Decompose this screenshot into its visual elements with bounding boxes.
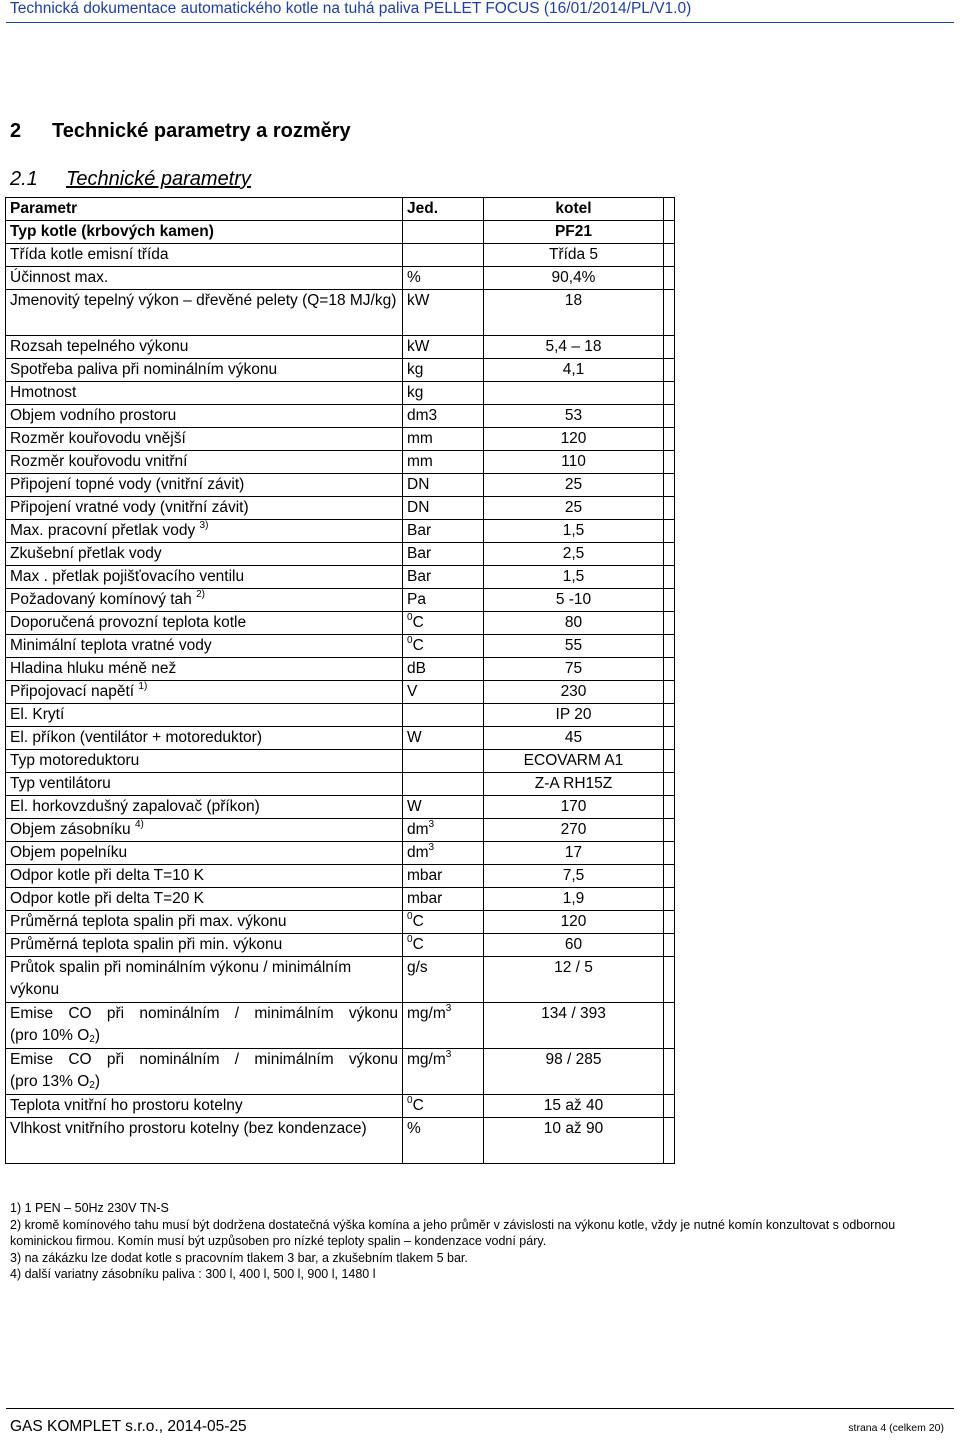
param-text: Spotřeba paliva při nominálním výkonu (10, 361, 278, 378)
table-row (6, 474, 675, 497)
table-row (6, 1095, 675, 1118)
unit-cell (403, 681, 484, 704)
param-text: El. příkon (ventilátor + motoreduktor) (10, 729, 262, 746)
table-row (6, 520, 675, 543)
header-empty (664, 198, 675, 221)
param-cell (6, 750, 403, 773)
unit-text: mbar (407, 867, 443, 884)
value-cell: 25 (484, 497, 664, 520)
unit-cell (403, 336, 484, 359)
table-row (6, 681, 675, 704)
section-number: 2 (10, 120, 22, 142)
param-text: Emise CO při nominálním / minimálním výkonu (10, 1051, 398, 1068)
table-row (6, 635, 675, 658)
unit-text: C (412, 1097, 424, 1114)
table-row (6, 1003, 675, 1049)
value-cell: 5 -10 (484, 589, 664, 612)
empty-cell (664, 428, 675, 451)
empty-cell (664, 957, 675, 1003)
param-cell (6, 566, 403, 589)
unit-cell (403, 635, 484, 658)
unit-text: Bar (407, 545, 432, 562)
table-row (6, 451, 675, 474)
param-cell (6, 428, 403, 451)
value-cell: 1,9 (484, 888, 664, 911)
empty-cell (664, 612, 675, 635)
param-text: Objem zásobníku (10, 821, 131, 838)
table-row (6, 428, 675, 451)
table-row (6, 566, 675, 589)
table-row (6, 842, 675, 865)
param-cell (6, 658, 403, 681)
unit-text: C (412, 913, 424, 930)
value-cell: 55 (484, 635, 664, 658)
value-cell: 270 (484, 819, 664, 842)
param-cell (6, 543, 403, 566)
subscript: 2 (89, 1034, 95, 1045)
empty-cell (664, 290, 675, 336)
unit-cell (403, 359, 484, 382)
value-cell: 53 (484, 405, 664, 428)
param-cell (6, 497, 403, 520)
empty-cell (664, 635, 675, 658)
param-cell (6, 819, 403, 842)
unit-text: g/s (407, 959, 428, 976)
subsection-heading (10, 168, 251, 191)
param-text: Max. pracovní přetlak vody (10, 522, 196, 539)
unit-cell (403, 267, 484, 290)
table-row (6, 727, 675, 750)
empty-cell (664, 819, 675, 842)
empty-cell (664, 589, 675, 612)
value-cell: 15 až 40 (484, 1095, 664, 1118)
empty-cell (664, 773, 675, 796)
empty-cell (664, 359, 675, 382)
unit-text: Pa (407, 591, 426, 608)
table-row (6, 888, 675, 911)
unit-cell (403, 451, 484, 474)
header-unit: Jed. (403, 198, 484, 221)
param-text: Rozměr kouřovodu vnější (10, 430, 186, 447)
table-row (6, 934, 675, 957)
unit-cell (403, 1003, 484, 1049)
param-cell (6, 405, 403, 428)
unit-text: V (407, 683, 418, 700)
param-cell (6, 888, 403, 911)
unit-text: W (407, 798, 422, 815)
unit-text: dm (407, 821, 429, 838)
section-title: Technické parametry a rozměry (52, 120, 351, 142)
unit-text: dm (407, 844, 429, 861)
subscript: 2 (89, 1080, 95, 1091)
value-cell: 110 (484, 451, 664, 474)
empty-cell (664, 1049, 675, 1095)
table-row (6, 865, 675, 888)
param-text: Odpor kotle při delta T=20 K (10, 890, 205, 907)
table-row (6, 1049, 675, 1095)
empty-cell (664, 888, 675, 911)
empty-cell (664, 1003, 675, 1049)
unit-text: C (412, 936, 424, 953)
param-text: Typ ventilátoru (10, 775, 111, 792)
unit-text: C (412, 614, 424, 631)
value-cell: IP 20 (484, 704, 664, 727)
empty-cell (664, 842, 675, 865)
value-cell: ECOVARM A1 (484, 750, 664, 773)
empty-cell (664, 566, 675, 589)
value-cell: Z-A RH15Z (484, 773, 664, 796)
value-cell: 170 (484, 796, 664, 819)
unit-text: dB (407, 660, 426, 677)
param-text-end: ) (94, 1073, 100, 1090)
unit-cell (403, 428, 484, 451)
unit-text: W (407, 729, 422, 746)
header-param: Parametr (6, 198, 403, 221)
table-row (6, 704, 675, 727)
param-text: Průměrná teplota spalin při min. výkonu (10, 936, 283, 953)
empty-cell (664, 497, 675, 520)
table-row (6, 336, 675, 359)
param-cell (6, 1049, 403, 1095)
unit-cell (403, 1095, 484, 1118)
value-cell: PF21 (484, 221, 664, 244)
param-text: Připojovací napětí (10, 683, 135, 700)
table-row (6, 543, 675, 566)
param-cell (6, 290, 403, 336)
table-row (6, 405, 675, 428)
unit-cell (403, 750, 484, 773)
param-cell (6, 612, 403, 635)
param-text: Minimální teplota vratné vody (10, 637, 212, 654)
unit-text: mg/m (407, 1005, 446, 1022)
footnote-ref: 2) (196, 589, 206, 600)
empty-cell (664, 796, 675, 819)
param-text: Typ motoreduktoru (10, 752, 140, 769)
unit-cell (403, 1118, 484, 1164)
empty-cell (664, 543, 675, 566)
empty-cell (664, 934, 675, 957)
param-text: Účinnost max. (10, 269, 109, 286)
param-cell (6, 727, 403, 750)
unit-text: DN (407, 476, 430, 493)
unit-cell (403, 911, 484, 934)
unit-superscript: 0 (407, 612, 413, 623)
param-text: Typ kotle (krbových kamen) (10, 223, 214, 240)
unit-text: mm (407, 453, 433, 470)
empty-cell (664, 658, 675, 681)
table-row (6, 290, 675, 336)
param-cell (6, 1095, 403, 1118)
unit-cell (403, 1049, 484, 1095)
table-row (6, 773, 675, 796)
param-text: Připojení topné vody (vnitřní závit) (10, 476, 245, 493)
value-cell: 1,5 (484, 520, 664, 543)
param-text: Jmenovitý tepelný výkon – dřevěné pelety (Q=18 MJ/kg) (10, 292, 397, 309)
param-cell (6, 336, 403, 359)
param-cell (6, 957, 403, 1003)
subsection-title: Technické parametry (66, 168, 251, 190)
table-row (6, 359, 675, 382)
unit-cell (403, 520, 484, 543)
unit-text: mbar (407, 890, 443, 907)
unit-cell (403, 290, 484, 336)
param-cell (6, 865, 403, 888)
param-text: Rozměr kouřovodu vnitřní (10, 453, 188, 470)
param-text-line2: (pro 10% O (10, 1027, 90, 1044)
param-text: Odpor kotle při delta T=10 K (10, 867, 205, 884)
param-cell (6, 773, 403, 796)
empty-cell (664, 520, 675, 543)
table-row (6, 221, 675, 244)
value-cell: 25 (484, 474, 664, 497)
unit-cell (403, 865, 484, 888)
value-cell: 98 / 285 (484, 1049, 664, 1095)
table-row (6, 612, 675, 635)
empty-cell (664, 911, 675, 934)
value-cell: Třída 5 (484, 244, 664, 267)
param-cell (6, 359, 403, 382)
unit-text: kW (407, 292, 430, 309)
value-cell: 2,5 (484, 543, 664, 566)
unit-text: Bar (407, 522, 432, 539)
table-row (6, 819, 675, 842)
unit-cell (403, 819, 484, 842)
table-row (6, 1118, 675, 1164)
param-text: Max . přetlak pojišťovacího ventilu (10, 568, 245, 585)
param-text: Požadovaný komínový tah (10, 591, 192, 608)
footnote-ref: 1) (138, 681, 148, 692)
unit-cell (403, 612, 484, 635)
param-text: Připojení vratné vody (vnitřní závit) (10, 499, 249, 516)
param-text: Průměrná teplota spalin při max. výkonu (10, 913, 287, 930)
param-cell (6, 704, 403, 727)
unit-cell (403, 474, 484, 497)
footnote-1: 1) 1 PEN – 50Hz 230V TN-S (10, 1201, 169, 1215)
unit-text: % (407, 269, 421, 286)
unit-cell (403, 497, 484, 520)
empty-cell (664, 681, 675, 704)
unit-cell (403, 382, 484, 405)
table-row (6, 750, 675, 773)
param-cell (6, 1003, 403, 1049)
param-text: Průtok spalin při nominálním výkonu / minimálním výkonu (10, 959, 352, 998)
footnote-3: 3) na zákázku lze dodat kotle s pracovním tlakem 3 bar, a zkušebním tlakem 5 bar. (10, 1250, 468, 1265)
table-row (6, 911, 675, 934)
footnote-ref: 3) (199, 520, 209, 531)
unit-text: Bar (407, 568, 432, 585)
param-text: Teplota vnitřní ho prostoru kotelny (10, 1097, 243, 1114)
technical-parameters-table (5, 197, 675, 1164)
unit-cell (403, 221, 484, 244)
subsection-number: 2.1 (10, 168, 38, 190)
param-text: Vlhkost vnitřního prostoru kotelny (bez kondenzace) (10, 1120, 367, 1137)
empty-cell (664, 1095, 675, 1118)
value-cell: 12 / 5 (484, 957, 664, 1003)
value-cell (484, 382, 664, 405)
empty-cell (664, 267, 675, 290)
unit-cell (403, 888, 484, 911)
value-cell: 5,4 – 18 (484, 336, 664, 359)
value-cell: 120 (484, 911, 664, 934)
unit-superscript: 0 (407, 1095, 413, 1106)
value-cell: 80 (484, 612, 664, 635)
param-cell (6, 934, 403, 957)
empty-cell (664, 244, 675, 267)
table-row (6, 382, 675, 405)
param-cell (6, 451, 403, 474)
value-cell: 134 / 393 (484, 1003, 664, 1049)
empty-cell (664, 221, 675, 244)
footer-divider (6, 1408, 954, 1409)
table-row (6, 244, 675, 267)
param-text-line2: (pro 13% O (10, 1073, 90, 1090)
param-cell (6, 1118, 403, 1164)
unit-cell (403, 842, 484, 865)
unit-superscript: 0 (407, 911, 413, 922)
table-row (6, 267, 675, 290)
empty-cell (664, 727, 675, 750)
value-cell: 45 (484, 727, 664, 750)
unit-superscript: 0 (407, 934, 413, 945)
param-cell (6, 267, 403, 290)
table-row (6, 589, 675, 612)
unit-cell (403, 589, 484, 612)
unit-text: dm3 (407, 407, 438, 424)
empty-cell (664, 474, 675, 497)
value-cell: 4,1 (484, 359, 664, 382)
unit-cell (403, 727, 484, 750)
unit-cell (403, 773, 484, 796)
footer-page-number: strana 4 (celkem 20) (848, 1422, 944, 1434)
param-text: Objem vodního prostoru (10, 407, 177, 424)
header-divider (6, 22, 954, 23)
param-text: El. horkovzdušný zapalovač (příkon) (10, 798, 260, 815)
value-cell: 1,5 (484, 566, 664, 589)
unit-superscript: 0 (407, 635, 413, 646)
value-cell: 17 (484, 842, 664, 865)
param-text: Hmotnost (10, 384, 77, 401)
footer-company: GAS KOMPLET s.r.o., 2014-05-25 (10, 1418, 247, 1435)
empty-cell (664, 336, 675, 359)
unit-exponent: 3 (445, 1049, 452, 1060)
param-cell (6, 474, 403, 497)
unit-cell (403, 405, 484, 428)
unit-cell (403, 543, 484, 566)
value-cell: 60 (484, 934, 664, 957)
param-cell (6, 681, 403, 704)
param-text: El. Krytí (10, 706, 65, 723)
unit-cell (403, 658, 484, 681)
param-cell (6, 911, 403, 934)
unit-cell (403, 566, 484, 589)
unit-cell (403, 796, 484, 819)
table-header-row (6, 198, 675, 221)
value-cell: 7,5 (484, 865, 664, 888)
param-text: Rozsah tepelného výkonu (10, 338, 189, 355)
header-value: kotel (484, 198, 664, 221)
table-row (6, 497, 675, 520)
value-cell: 10 až 90 (484, 1118, 664, 1164)
unit-text: DN (407, 499, 430, 516)
unit-exponent: 3 (428, 842, 435, 853)
empty-cell (664, 405, 675, 428)
empty-cell (664, 1118, 675, 1164)
param-text: Hladina hluku méně než (10, 660, 177, 677)
footnote-4: 4) další variatny zásobníku paliva : 300 l, 400 l, 500 l, 900 l, 1480 l (10, 1267, 376, 1281)
unit-exponent: 3 (428, 819, 435, 830)
param-text: Zkušební přetlak vody (10, 545, 162, 562)
unit-cell (403, 244, 484, 267)
param-cell (6, 221, 403, 244)
empty-cell (664, 750, 675, 773)
empty-cell (664, 865, 675, 888)
document-header-title: Technická dokumentace automatického kotle na tuhá paliva PELLET FOCUS (16/01/2014/PL/V1.0) (10, 0, 692, 17)
param-cell (6, 520, 403, 543)
param-cell (6, 244, 403, 267)
value-cell: 90,4% (484, 267, 664, 290)
param-cell (6, 842, 403, 865)
param-text: Emise CO při nominálním / minimálním výkonu (10, 1005, 398, 1022)
unit-text: kg (407, 384, 424, 401)
unit-text: kg (407, 361, 424, 378)
param-text-end: ) (94, 1027, 100, 1044)
unit-text: % (407, 1120, 421, 1137)
param-cell (6, 382, 403, 405)
param-text: Doporučená provozní teplota kotle (10, 614, 247, 631)
section-heading (10, 120, 351, 143)
param-text: Třída kotle emisní třída (10, 246, 169, 263)
param-cell (6, 589, 403, 612)
value-cell: 18 (484, 290, 664, 336)
unit-cell (403, 704, 484, 727)
unit-text: kW (407, 338, 430, 355)
param-text: Objem popelníku (10, 844, 128, 861)
value-cell: 230 (484, 681, 664, 704)
unit-cell (403, 934, 484, 957)
param-cell (6, 635, 403, 658)
table-row (6, 957, 675, 1003)
table-row (6, 658, 675, 681)
unit-text: mm (407, 430, 433, 447)
footnotes (10, 1200, 954, 1283)
unit-exponent: 3 (445, 1003, 452, 1014)
empty-cell (664, 382, 675, 405)
empty-cell (664, 451, 675, 474)
unit-text: mg/m (407, 1051, 446, 1068)
param-cell (6, 796, 403, 819)
footnote-2: 2) kromě komínového tahu musí být dodržena dostatečná výška komína a jeho průměr v závislosti na výkonu kotle, vždy je nutné komín konzultovat s odbornou kominickou firmou. Komín musí být uzpůsoben pro nízké teploty spalin – kondenzace vodní páry. (10, 1217, 896, 1248)
unit-cell (403, 957, 484, 1003)
footnote-ref: 4) (134, 819, 144, 830)
value-cell: 75 (484, 658, 664, 681)
value-cell: 120 (484, 428, 664, 451)
unit-text: C (412, 637, 424, 654)
empty-cell (664, 704, 675, 727)
table-row (6, 796, 675, 819)
